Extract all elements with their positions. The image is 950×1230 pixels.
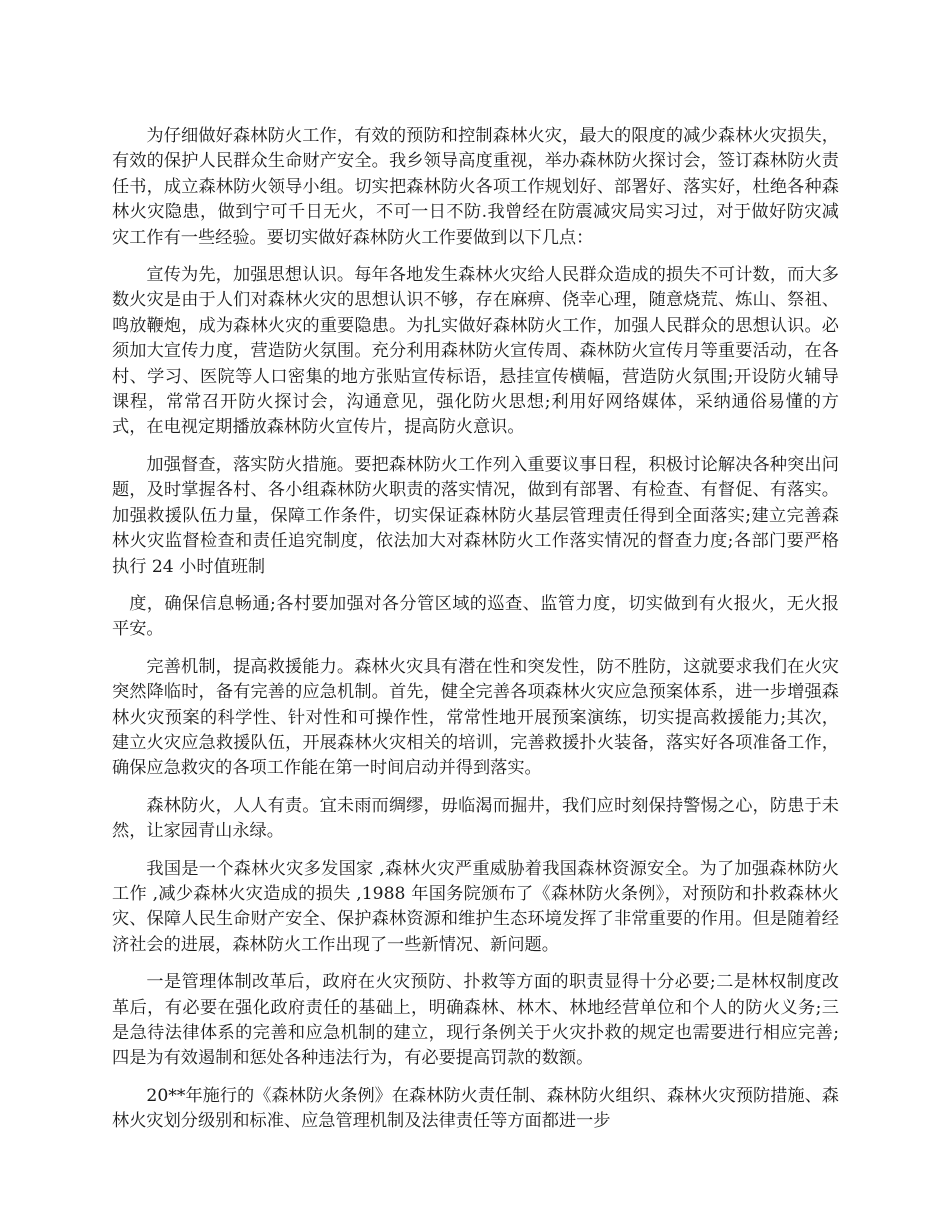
paragraph-responsibility: 森林防火，人人有责。宜未雨而绸缪，毋临渴而掘井，我们应时刻保持警惕之心，防患于未然，让家园青山永绿。 bbox=[112, 795, 839, 842]
paragraph-national-background: 我国是一个森林火灾多发国家 ,森林火灾严重威胁着我国森林资源安全。为了加强森林防火工作 ,减少森林火灾造成的损失 ,1988 年国务院颁布了《森林防火条例》，对预防和扑救森林火灾、保障人民生命财产安全、保护森林资源和维护生态环境发挥了非常重要的作用。但是随着经济社会的进展，森林防火工作出现了一些新情况、新问题。 bbox=[112, 858, 839, 955]
paragraph-intro: 为仔细做好森林防火工作，有效的预防和控制森林火灾，最大的限度的减少森林火灾损失，有效的保护人民群众生命财产安全。我乡领导高度重视，举办森林防火探讨会，签订森林防火责任书，成立森林防火领导小组。切实把森林防火各项工作规划好、部署好、落实好，杜绝各种森林火灾隐患，做到宁可千日无火，不可一日不防.我曾经在防震减灾局实习过，对于做好防灾减灾工作有一些经验。要切实做好森林防火工作要做到以下几点： bbox=[112, 126, 839, 248]
paragraph-reform-issues: 一是管理体制改革后，政府在火灾预防、扑救等方面的职责显得十分必要;二是林权制度改革后，有必要在强化政府责任的基础上，明确森林、林木、林地经营单位和个人的防火义务;三是急待法律体系的完善和应急机制的建立，现行条例关于火灾扑救的规定也需要进行相应完善; 四是为有效遏制和惩处各种违法行为，有必要提高罚款的数额。 bbox=[112, 972, 839, 1069]
paragraph-supervision: 加强督查，落实防火措施。要把森林防火工作列入重要议事日程，积极讨论解决各种突出问题，及时掌握各村、各小组森林防火职责的落实情况，做到有部署、有检查、有督促、有落实。加强救援队伍力量，保障工作条件，切实保证森林防火基层管理责任得到全面落实;建立完善森林火灾监督检查和责任追究制度，依法加大对森林防火工作落实情况的督查力度;各部门要严格执行 24 小时值班制 bbox=[112, 454, 839, 577]
document-body bbox=[112, 124, 839, 1147]
paragraph-mechanism: 完善机制，提高救援能力。森林火灾具有潜在性和突发性，防不胜防，这就要求我们在火灾突然降临时，备有完善的应急机制。首先，健全完善各项森林火灾应急预案体系，进一步增强森林火灾预案的科学性、针对性和可操作性，常常性地开展预案演练，切实提高救援能力;其次，建立火灾应急救援队伍，开展森林火灾相关的培训，完善救援扑火装备，落实好各项准备工作，确保应急救灾的各项工作能在第一时间启动并得到落实。 bbox=[112, 656, 839, 779]
paragraph-supervision-continued: 度，确保信息畅通;各村要加强对各分管区域的巡查、监管力度，切实做到有火报火，无火报平安。 bbox=[112, 593, 839, 640]
paragraph-publicity: 宣传为先，加强思想认识。每年各地发生森林火灾给人民群众造成的损失不可计数，而大多数火灾是由于人们对森林火灾的思想认识不够，存在麻痹、侥幸心理，随意烧荒、炼山、祭祖、鸣放鞭炮，成为森林火灾的重要隐患。为扎实做好森林防火工作，加强人民群众的思想认识。必须加大宣传力度，营造防火氛围。充分利用森林防火宣传周、森林防火宣传月等重要活动，在各村、学习、医院等人口密集的地方张贴宣传标语，悬挂宣传横幅，营造防火氛围;开设防火辅导课程，常常召开防火探讨会，沟通意见，强化防火思想;利用好网络媒体，采纳通俗易懂的方式，在电视定期播放森林防火宣传片，提高防火意识。 bbox=[112, 265, 839, 438]
paragraph-new-regulation: 20**年施行的《森林防火条例》在森林防火责任制、森林防火组织、森林火灾预防措施、森林火灾划分级别和标准、应急管理机制及法律责任等方面都进一步 bbox=[112, 1085, 839, 1132]
